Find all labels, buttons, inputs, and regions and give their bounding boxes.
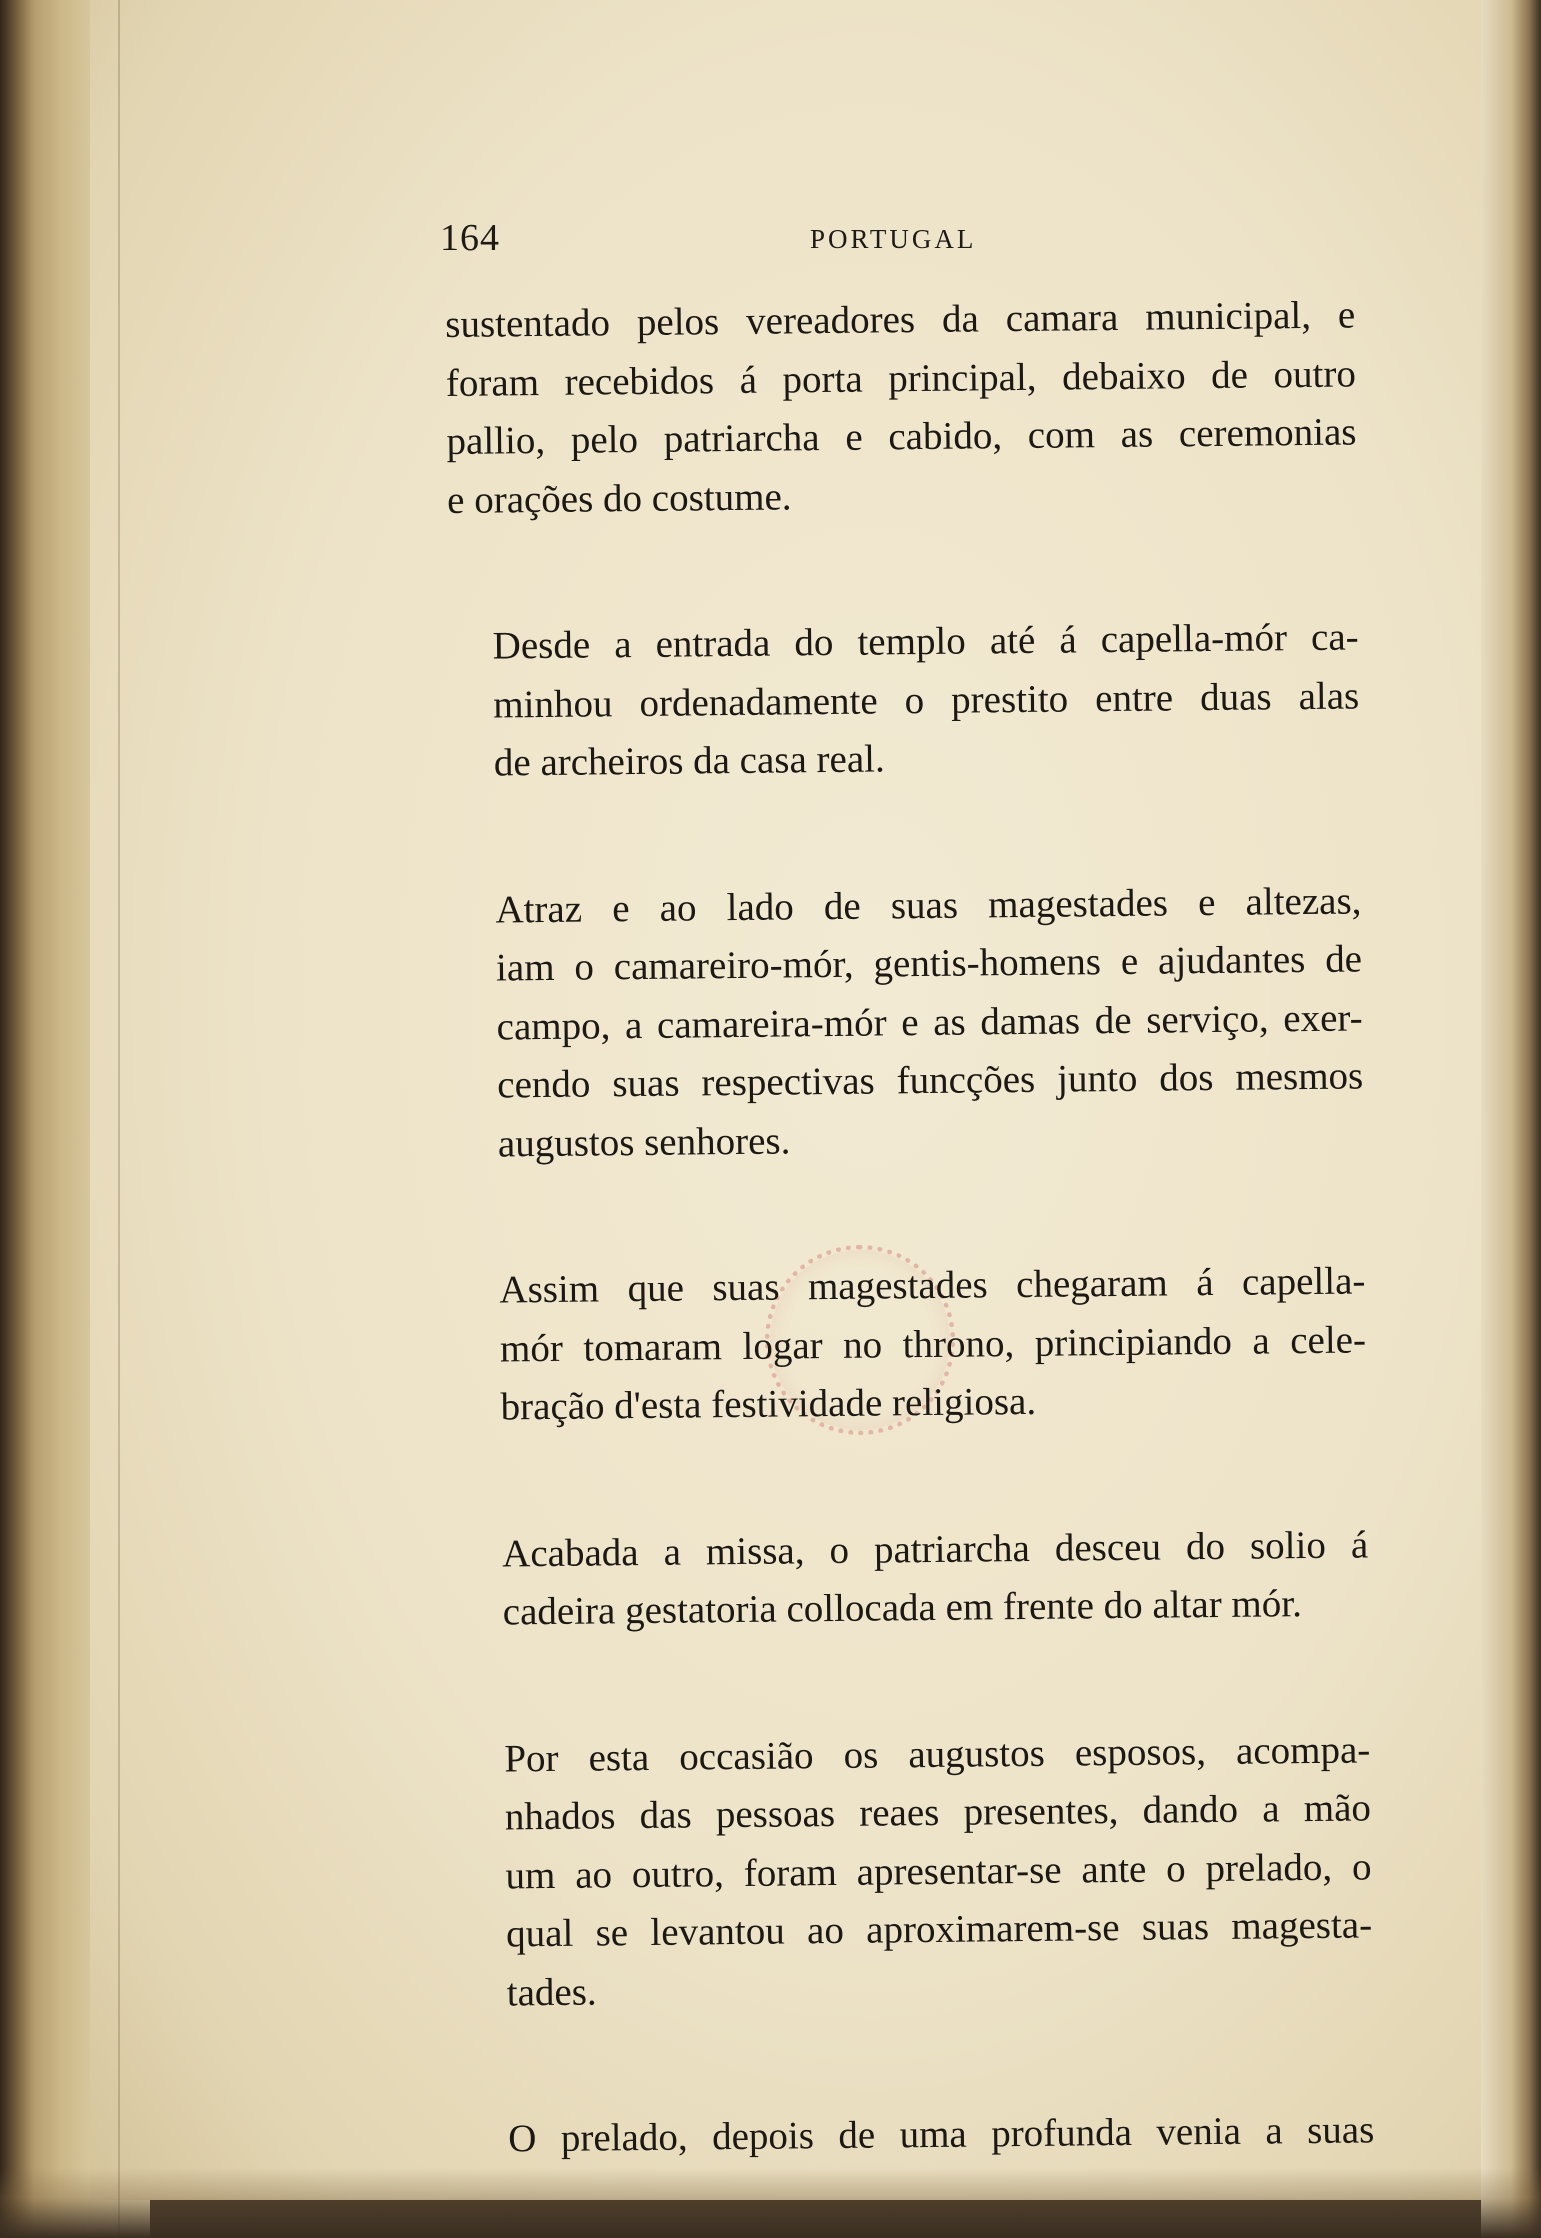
page-number: 164 <box>440 217 500 259</box>
text-line: cendo suas respectivas funcções junto dos mesmos <box>497 1054 1364 1107</box>
text-line: nhados das pessoas reaes presentes, dando a mão <box>504 1786 1372 1839</box>
text-line: Acabada a missa, o patriarcha desceu do solio á <box>501 1522 1369 1575</box>
text-line: qual se levantou ao aproximarem-se suas magesta- <box>505 1903 1373 1956</box>
text-line: minhou ordenadamente o prestito entre duas alas <box>493 673 1360 727</box>
binding-fold <box>118 0 120 2238</box>
text-line: foram recebidos á porta principal, debaixo de outro <box>445 351 1357 405</box>
text-line: bração d'esta festividade religiosa. <box>500 1379 1037 1429</box>
text-line: tades. <box>506 1970 597 2014</box>
text-line: O prelado, depois de uma profunda venia a suas <box>508 2108 1375 2161</box>
text-line: mór tomaram logar no throno, principiando a cele- <box>499 1317 1367 1370</box>
text-line: Desde a entrada do templo até á capella-mór ca- <box>492 615 1359 668</box>
text-line: iam o camareiro-mór, gentis-homens e ajudantes de <box>495 937 1363 990</box>
paragraph <box>448 608 1360 793</box>
text-line: e orações do costume. <box>446 474 792 522</box>
text-line: de archeiros da casa real. <box>493 737 885 785</box>
text-line: augustos senhores. <box>497 1118 791 1165</box>
text-line: pallio, pelo patriarcha e cabido, com as ceremonias <box>446 410 1357 463</box>
paragraph <box>445 286 1357 530</box>
text-line: um ao outro, foram apresentar-se ante o prelado, o <box>505 1844 1372 1897</box>
text-line: Por esta occasião os augustos esposos, acompa- <box>504 1727 1371 1780</box>
text-line: sustentado pelos vereadores da camara municipal, e <box>445 293 1356 346</box>
text-line: Assim que suas magestades chegaram á capella- <box>499 1259 1366 1312</box>
page-header <box>440 216 1450 266</box>
running-head: PORTUGAL <box>810 224 977 254</box>
paragraph <box>458 1516 1369 1643</box>
paragraph <box>460 1721 1373 2023</box>
text-line: Atraz e ao lado de suas magestades e altezas, <box>495 878 1362 932</box>
text-line: campo, a camareira-mór e as damas de serviço, exer- <box>496 995 1363 1048</box>
paragraph <box>455 1252 1367 1437</box>
paragraph <box>451 872 1364 1174</box>
paragraph <box>464 2101 1375 2169</box>
page-edge-bottom <box>0 2168 1541 2238</box>
body-text <box>445 286 1375 2169</box>
text-line: cadeira gestatoria collocada em frente do altar mór. <box>502 1582 1303 1634</box>
page-edge-right <box>1481 0 1541 2238</box>
